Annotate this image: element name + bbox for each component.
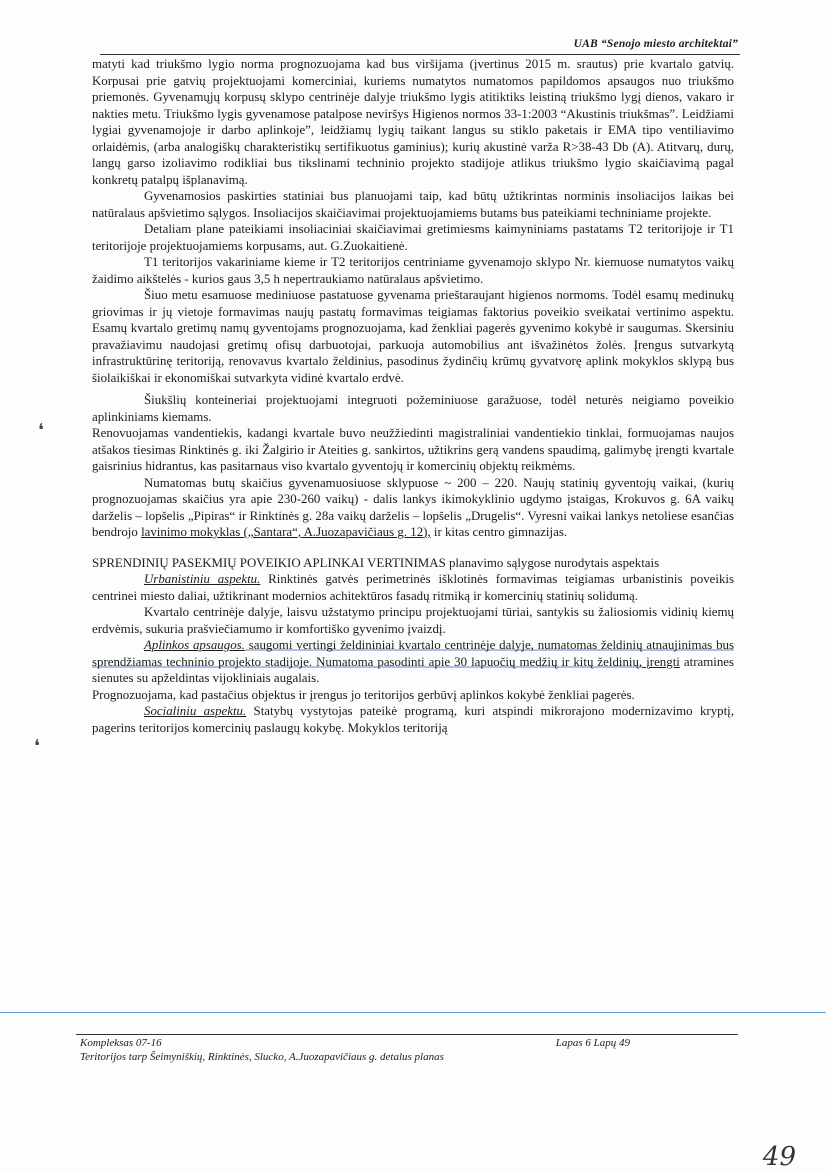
paragraph-playgrounds: T1 teritorijos vakariniame kieme ir T2 teritorijos centriniame gyvenamojo sklypo Nr. kiemuose numatytos vaikų žaidimo aikštelės - kurios gaus 3,5 h nepertraukiamo natūralaus apšvietimo. [92,255,734,286]
footer-plan-title: Teritorijos tarp Šeimyniškių, Rinktinės, Slucko, A.Juozapavičiaus g. detalus planas [80,1051,444,1063]
handwritten-page-number: 49 [762,1142,796,1172]
schools-underlined: lavinimo mokyklas („Santara“, A.Juozapavičiaus g. 12), [141,525,431,539]
document-body [92,56,734,736]
footer-page-count: Lapas 6 Lapų 49 [555,1037,630,1049]
paragraph-wooden-buildings: Šiuo metu esamuose mediniuose pastatuose gyvenama prieštaraujant higienos normoms. Todėl esamų medinukų griovimas ir jų vietoje formavimas naujų pastatų formavimas teigiamas faktorius poveikio sveikatai vertinimo aspektu. Esamų kvartalo gretimų namų gyventojams prognozuojama, kad ženkliai pagerės gyvenimo kokybė ir saugumas. Skersiniu pravažiavimu naudojasi gretimų ofisų darbuotojai, parkuoja automobilius ant išvažinėtos žolės. Įrengus sutvarkytą infrastruktūrinę teritoriją, renovavus kvartalo želdinius, pasodinus žydinčių krūmų gyvatvorę aplink mokyklos sklypą bus šiolaikiškai ir ekonomiškai sutvarkyta vidinė kvartalo erdvė. [92,288,734,385]
header-rule [100,54,740,55]
environment-label: Aplinkos apsaugos. [144,638,245,652]
punch-hole-mark-bottom: ❛ [34,736,40,756]
paragraph-volumes: Kvartalo centrinėje dalyje, laisvu užstatymo principu projektuojami tūriai, santykis su žaliosiomis vidinių kiemų erdvėmis, sukuria prašviečiamumo ir komfortiško gyvenimo įvaizdį. [92,605,734,636]
urban-aspect-label: Urbanistiniu aspektu. [144,572,261,586]
paragraph-water-supply: Renovuojamas vandentiekis, kadangi kvartale buvo neužžiedinti magistraliniai vandentiekio tinklai, formuojamas naujos atšakos tiesimas Rinktinės g. iki Žalgirio ir Ateities g. sankirtos, užtikrins gerą vandens spaudimą, galimybę įrengti kvartale gaisrinius hidrantus, kas pasitarnaus viso kvartalo gyventojų ir komercinių objektų reikmėms. [92,426,734,473]
paragraph-insolation: Gyvenamosios paskirties statiniai bus planuojami taip, kad būtų užtikrintas norminis insoliacijos laikas bei natūralaus apšvietimo sąlygos. Insoliacijos skaičiavimai projektuojamiems butams bus pateikiami techniniame projekte. [92,189,734,220]
paragraph-forecast: Prognozuojama, kad pastačius objektus ir įrengus jo teritorijos gerbūvį aplinkos kokybė ženkliai pagerės. [92,687,635,702]
punch-hole-mark-top: ❛ [38,420,44,440]
paragraph-noise: matyti kad triukšmo lygio norma prognozuojama kad bus viršijama (įvertinus 2015 m. srautus) prie kvartalo gatvių. Korpusai prie gatvių projektuojami komerciniai, kuriems numatytos numatomos papildomos apsaugos nuo triukšmo priemonės. Gyvenamųjų korpusų sklypo centrinėje dalyje triukšmo lygis atitiktiks leistiną triukšmo lygį dienos, vakaro ir nakties metu. Triukšmo lygis gyvenamose patalpose neviršys Higienos normos 33-1:2003 “Akustinis triukšmas”. Leidžiami lygiai gyvenamojoje ir darbo aplinkoje”, leidžiamų lygių taikant langus su stiklo paketais ir EMA tipo ventiliavimo orlaidėmis, (arba analogiškų charakteristikų sertifikuotus gaminius); kurių akustinė varža R>38-43 Db (A). Atitvarų, durų, langų garso izoliavimo rodikliai bus tikslinami techninio projekto stadijoje atlikus triukšmo lygio skaičiavimą pagal konkretų patalpų išplanavimą. [92,57,734,187]
environment-underlined-install: įrengti [642,654,680,669]
paragraph-apartments [92,475,734,541]
company-header: UAB “Senojo miesto architektai” [573,38,738,50]
environment-text: atramines sienutes su apželdintas vijokliniais augalais. [92,654,735,685]
paragraph-urban-aspect [92,571,734,604]
social-aspect-text: Statybų vystytojas pateikė programą, kuri atspindi mikrorajono modernizavimo kryptį, pagerins teritorijos komercinių paslaugų kokybę. Mokyklos teritoriją [92,704,734,735]
urban-aspect-text: Rinktinės gatvės perimetrinės išklotinės formavimas teigiamas urbanistinis poveikis centrinei miesto daliai, užtikrinant modernios achitektūros fasadų ritmiką ir komercinių statinių solidumą. [92,572,734,603]
paragraph-waste-containers: Šiukšlių konteineriai projektuojami integruoti požeminiuose garažuose, todėl neturės neigiamo poveikio aplinkiniams kiemams. [92,393,734,424]
section-heading-impact-assessment: SPRENDINIŲ PASEKMIŲ POVEIKIO APLINKAI VERTINIMAS planavimo sąlygose nurodytais aspektais [92,555,660,570]
paragraph-environment [92,637,734,687]
footer-rule [76,1034,738,1035]
schools-rest: ir kitas centro gimnazijas. [430,525,568,539]
social-aspect-label: Socialiniu aspektu. [144,704,247,718]
paragraph-detail-plan: Detaliam plane pateikiami insoliaciniai skaičiavimai gretimiesms kaimyniniams pastatams T2 teritorijoje ir T1 teritorijoje projektuojamiems korpusams, aut. G.Zuokaitienė. [92,222,734,253]
environment-highlight: saugomi vertingi želdininiai kvartalo centrinėje dalyje, numatomas želdinių atnaujinimas bus sprendžiamas techninio projekto stadijoje. Numatoma pasodinti apie 30 lapuočių medžių ir kitų želdinių, [92,638,734,669]
scan-blue-rule [0,1012,826,1013]
apartments-text: Numatomas butų skaičius gyvenamuosiuose sklypuose ~ 200 – 220. Naujų statinių gyventojų vaikai, (kurių prognozuojamas skaičius yra apie 230-260 vaikų) - dalis lankys ikimokyklinio ugdymo įstaigas, Krokuvos g. 6A vaikų darželis – lopšelis „Pipiras“ ir Rinktinės g. 28a vaikų darželis – lopšelis „Drugelis“. Vyresni vaikai lankys netoliese esančias bendrojo [92,475,734,539]
footer-complex: Kompleksas 07-16 [80,1037,162,1049]
footer [80,1036,720,1064]
paragraph-social-aspect [92,703,734,736]
